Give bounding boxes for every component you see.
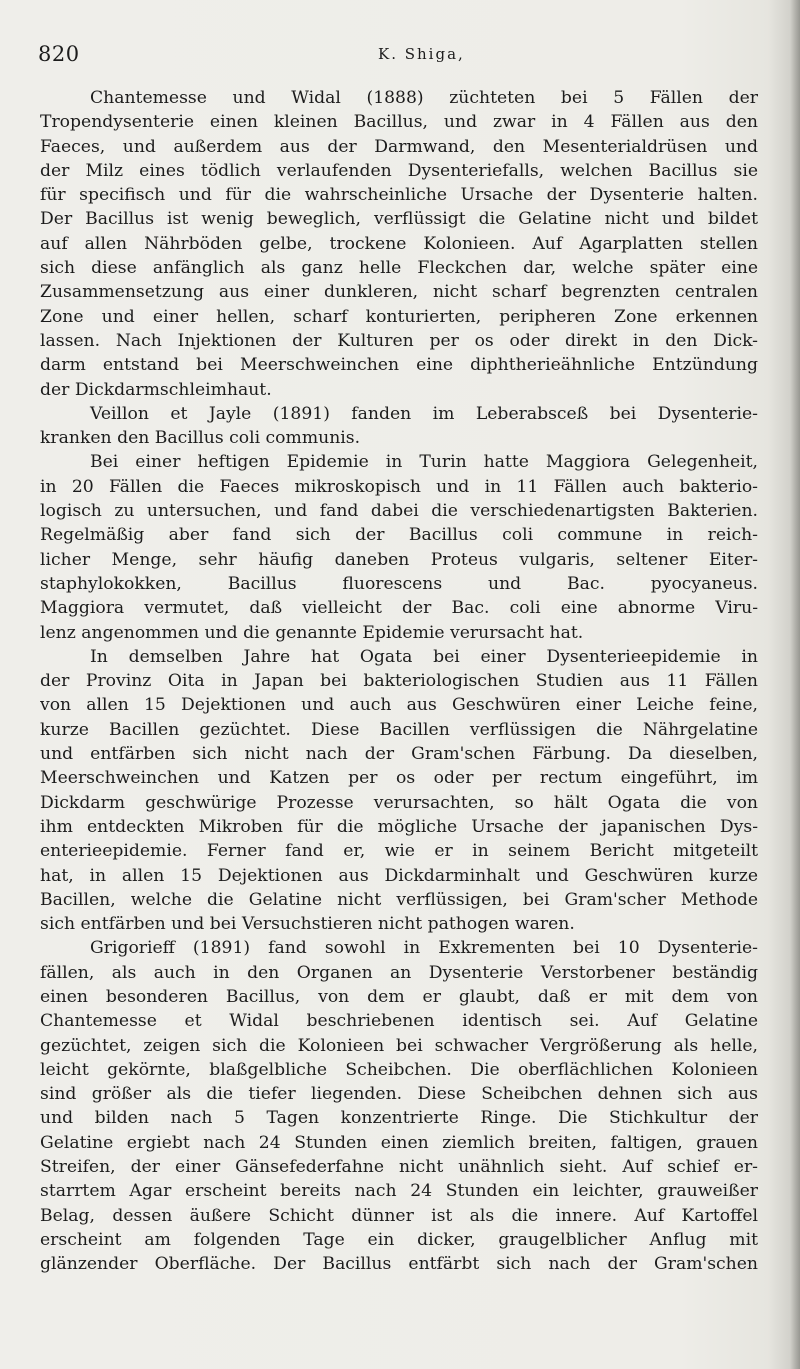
text-line: auf allen Nährböden gelbe, trockene Kolonieen. Auf Agarplatten stellen [40,233,758,254]
text-line: In demselben Jahre hat Ogata bei einer Dysenterieepidemie in [90,646,758,667]
text-line: licher Menge, sehr häufig daneben Proteus vulgaris, seltener Eiter- [40,549,758,570]
text-line: von allen 15 Dejektionen und auch aus Geschwüren einer Leiche feine, [40,695,758,716]
text-line: kranken den Bacillus coli communis. [40,428,361,449]
text-line: Chantemesse et Widal beschriebenen identisch sei. Auf Gelatine [40,1011,758,1032]
paragraph [40,645,758,937]
text-line: der Milz eines tödlich verlaufenden Dysenteriefalls, welchen Bacillus sie [40,160,758,181]
text-line: der Provinz Oita in Japan bei bakteriologischen Studien aus 11 Fällen [40,671,758,692]
text-line: sich entfärben und bei Versuchstieren nicht pathogen waren. [40,914,575,935]
text-line: Streifen, der einer Gänsefederfahne nicht unähnlich sieht. Auf schief er- [40,1157,758,1178]
page-edge-shadow [790,0,800,1369]
body-text [40,86,758,1277]
paragraph [40,936,758,1276]
text-line: Bacillen, welche die Gelatine nicht verflüssigen, bei Gram'scher Methode [40,889,758,910]
text-line: hat, in allen 15 Dejektionen aus Dickdarminhalt und Geschwüren kurze [40,865,758,886]
text-line: der Dickdarmschleimhaut. [40,379,272,400]
text-line: Zusammensetzung aus einer dunkleren, nicht scharf begrenzten centralen [40,282,758,303]
text-line: Gelatine ergiebt nach 24 Stunden einen ziemlich breiten, faltigen, grauen [40,1132,758,1153]
text-line: gezüchtet, zeigen sich die Kolonieen bei schwacher Vergrößerung als helle, [40,1035,758,1056]
text-line: und entfärben sich nicht nach der Gram'schen Färbung. Da dieselben, [40,744,758,765]
text-line: fällen, als auch in den Organen an Dysenterie Verstorbener beständig [40,962,758,983]
paragraph [40,402,758,451]
text-line: sind größer als die tiefer liegenden. Diese Scheibchen dehnen sich aus [40,1084,758,1105]
text-line: Faeces, und außerdem aus der Darmwand, den Mesenterialdrüsen und [40,136,758,157]
text-line: Belag, dessen äußere Schicht dünner ist als die innere. Auf Kartoffel [40,1205,758,1226]
text-line: Bei einer heftigen Epidemie in Turin hatte Maggiora Gelegenheit, [90,452,758,473]
text-line: einen besonderen Bacillus, von dem er glaubt, daß er mit dem von [40,986,758,1007]
page-header [38,42,778,72]
text-line: starrtem Agar erscheint bereits nach 24 Stunden ein leichter, grauweißer [40,1181,758,1202]
text-line: Dickdarm geschwürige Prozesse verursachten, so hält Ogata die von [40,792,758,813]
text-line: erscheint am folgenden Tage ein dicker, graugelblicher Anflug mit [40,1229,758,1250]
text-line: lenz angenommen und die genannte Epidemie verursacht hat. [40,622,584,643]
text-line: glänzender Oberfläche. Der Bacillus entfärbt sich nach der Gram'schen [40,1254,758,1275]
text-line: Veillon et Jayle (1891) fanden im Leberabsceß bei Dysenterie- [90,403,758,424]
text-line: Chantemesse und Widal (1888) züchteten bei 5 Fällen der [90,88,758,108]
text-line: ihm entdeckten Mikroben für die mögliche Ursache der japanischen Dys- [40,816,758,837]
text-line: Der Bacillus ist wenig beweglich, verflüssigt die Gelatine nicht und bildet [40,209,758,230]
text-line: in 20 Fällen die Faeces mikroskopisch und in 11 Fällen auch bakterio- [40,476,758,497]
text-line: leicht gekörnte, blaßgelbliche Scheibchen. Die oberflächlichen Kolonieen [40,1059,758,1080]
page-number: 820 [38,42,80,66]
text-line: Meerschweinchen und Katzen per os oder per rectum eingeführt, im [40,768,758,789]
text-line: Maggiora vermutet, daß vielleicht der Bac. coli eine abnorme Viru- [40,598,758,619]
text-line: sich diese anfänglich als ganz helle Fleckchen dar, welche später eine [40,258,758,279]
text-line: Grigorieff (1891) fand sowohl in Exkrementen bei 10 Dysenterie- [90,938,758,959]
text-line: lassen. Nach Injektionen der Kulturen per os oder direkt in den Dick- [40,330,758,351]
text-line: Zone und einer hellen, scharf konturierten, peripheren Zone erkennen [40,306,758,327]
text-line: kurze Bacillen gezüchtet. Diese Bacillen verflüssigen die Nährgelatine [40,719,758,740]
text-line: für specifisch und für die wahrscheinliche Ursache der Dysenterie halten. [40,185,758,206]
running-head: K. Shiga, [378,45,465,63]
text-line: logisch zu untersuchen, und fand dabei die verschiedenartigsten Bakterien. [40,501,758,522]
text-line: und bilden nach 5 Tagen konzentrierte Ringe. Die Stichkultur der [40,1108,758,1129]
text-line: darm entstand bei Meerschweinchen eine diphtherieähnliche Entzündung [40,355,758,376]
text-line: Regelmäßig aber fand sich der Bacillus coli commune in reich- [40,525,758,546]
text-line: Tropendysenterie einen kleinen Bacillus, und zwar in 4 Fällen aus den [40,112,758,133]
paragraph [40,86,758,402]
text-line: staphylokokken, Bacillus fluorescens und Bac. pyocyaneus. [40,573,758,594]
text-line: enterieepidemie. Ferner fand er, wie er in seinem Bericht mitgeteilt [40,841,758,862]
paragraph [40,450,758,644]
